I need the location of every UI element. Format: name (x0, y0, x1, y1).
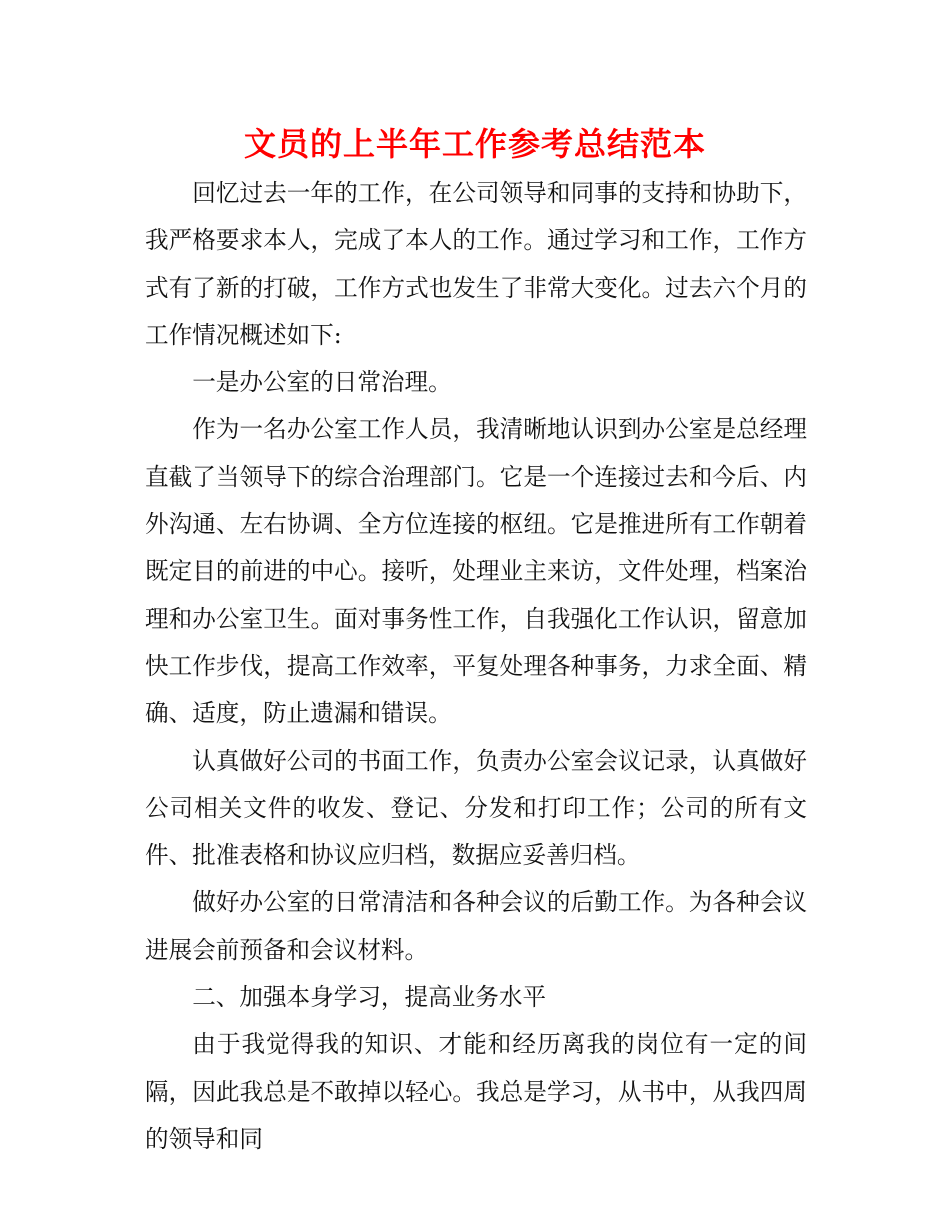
paragraph-logistics: 做好办公室的日常清洁和各种会议的后勤工作。为各种会议进展会前预备和会议材料。 (145, 888, 807, 964)
paragraph-section-two-heading: 二、加强本身学习，提高业务水平 (192, 983, 547, 1012)
paragraph-section-one-heading: 一是办公室的日常治理。 (192, 368, 452, 397)
paragraph-learning: 由于我觉得我的知识、才能和经历离我的岗位有一定的间隔，因此我总是不敢掉以轻心。我总是学习，从书中，从我四周的领导和同 (145, 1030, 807, 1153)
paragraph-office-role: 作为一名办公室工作人员，我清晰地认识到办公室是总经理直截了当领导下的综合治理部门。它是一个连接过去和今后、内外沟通、左右协调、全方位连接的枢纽。它是推进所有工作朝着既定目的前进的中心。接听，处理业主来访，文件处理，档案治理和办公室卫生。面对事务性工作，自我强化工作认识，留意加快工作步伐，提高工作效率，平复处理各种事务，力求全面、精确、适度，防止遗漏和错误。 (145, 415, 807, 728)
document-title: 文员的上半年工作参考总结范本 (243, 125, 706, 163)
document-body (145, 170, 807, 1163)
paragraph-intro: 回忆过去一年的工作，在公司领导和同事的支持和协助下，我严格要求本人，完成了本人的工作。通过学习和工作，工作方式有了新的打破，工作方式也发生了非常大变化。过去六个月的工作情况概述如下: (145, 179, 807, 349)
paragraph-written-work: 认真做好公司的书面工作，负责办公室会议记录，认真做好公司相关文件的收发、登记、分发和打印工作；公司的所有文件、批准表格和协议应归档，数据应妥善归档。 (145, 746, 807, 870)
